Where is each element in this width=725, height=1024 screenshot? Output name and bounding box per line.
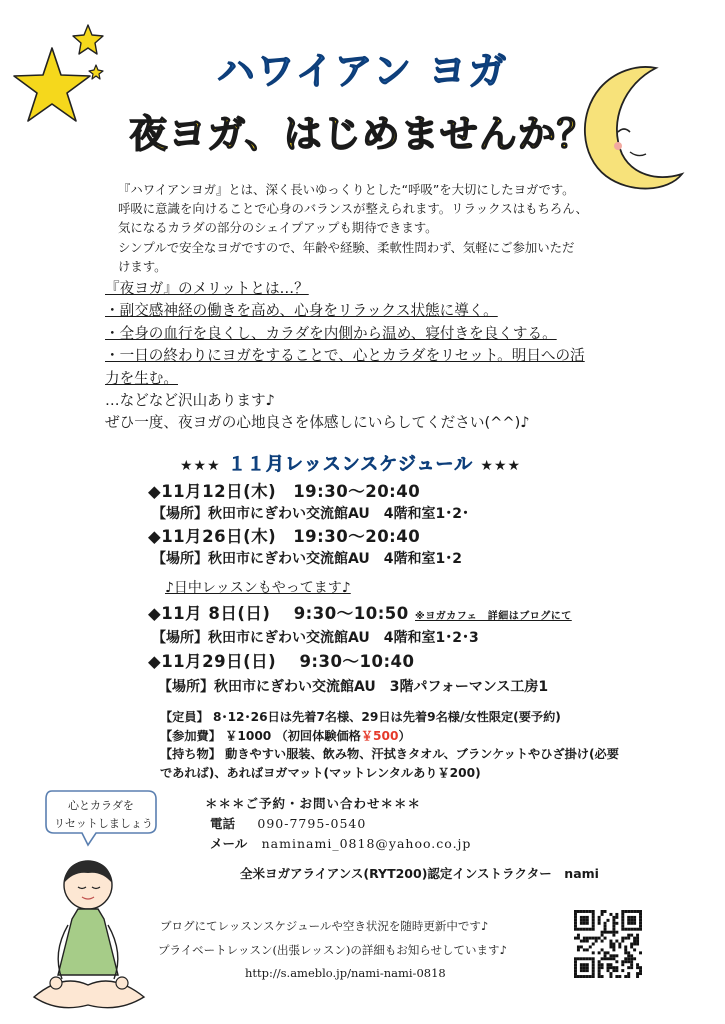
intro-paragraph	[118, 180, 598, 276]
lesson-date: ◆11月26日(木) 19:30～20:40	[148, 527, 421, 546]
intro-line: 気になるカラダの部分のシェイプアップも期待できます。	[118, 220, 438, 236]
merit-item: ・全身の血行を良くし、カラダを内側から温め、寝付きを良くする。	[105, 324, 557, 342]
lesson-date: ◆11月12日(木) 19:30～20:40	[148, 482, 421, 501]
fee-suffix: ）	[398, 728, 411, 743]
schedule-title: １１月レッスンスケジュール	[227, 454, 474, 475]
blog-url[interactable]: http://s.ameblo.jp/nami-nami-0818	[245, 966, 446, 980]
footer-line: ブログにてレッスンスケジュールや空き状況を随時更新中です♪	[160, 919, 489, 933]
stars-left-icon: ★★★	[180, 458, 221, 474]
instructor-credit: 全米ヨガアライアンス(RYT200)認定インストラクター nami	[240, 866, 599, 881]
footer-line: プライベートレッスン(出張レッスン)の詳細もお知らせしています♪	[158, 943, 507, 957]
intro-line: 『ハワイアンヨガ』とは、深く長いゆっくりとした“呼吸”を大切にしたヨガです。	[118, 182, 575, 197]
merit-item: ・一日の終わりにヨガをすることで、心とカラダをリセット。明日への活	[105, 347, 585, 365]
lesson-date: ◆11月29日(日) 9:30～10:40	[148, 652, 415, 671]
phone-label: 電話	[210, 816, 236, 831]
bubble-line: 心とカラダを	[68, 799, 134, 812]
mail-address[interactable]: naminami_0818@yahoo.co.jp	[261, 836, 472, 851]
merit-closing: ぜひ一度、夜ヨガの心地良さを体感しにいらしてください(^^)♪	[105, 414, 530, 432]
lesson-place: 【場所】秋田市にぎわい交流館AU 4階和室1･2･	[152, 506, 469, 522]
items-text: 【持ち物】 動きやすい服装、飲み物、汗拭きタオル、ブランケットやひざ掛け(必要	[160, 747, 619, 762]
main-title: ハワイアン ヨガ	[216, 49, 509, 93]
fee-special-price: ￥500	[360, 728, 399, 743]
items-text: であれば)、あればヨガマット(マットレンタルあり￥200)	[160, 765, 481, 780]
qr-code-icon[interactable]	[574, 910, 642, 978]
daytime-note: ♪日中レッスンもやってます♪	[165, 580, 351, 596]
merit-heading: 『夜ヨガ』のメリットとは…？	[105, 280, 309, 297]
stars-right-icon: ★★★	[480, 458, 522, 474]
phone-number[interactable]: 090-7795-0540	[257, 816, 367, 831]
yoga-girl-illustration	[22, 855, 157, 1020]
merit-closing: …などなど沢山あります♪	[105, 392, 275, 410]
contact-heading: ＊＊＊ご予約・お問い合わせ＊＊＊	[205, 796, 422, 811]
fee-text	[160, 727, 630, 746]
lesson-place: 【場所】秋田市にぎわい交流館AU 4階和室1･2･3	[152, 630, 479, 646]
fee-prefix: 【参加費】 ￥1000 （初回体験価格	[160, 728, 361, 743]
intro-line: シンプルで安全なヨガですので、年齢や経験、柔軟性問わず、気軽にご参加いただ	[118, 239, 575, 255]
intro-line: 呼吸に意識を向けることで心身のバランスが整えられます。リラックスはもちろん、	[118, 201, 588, 217]
mail-label: メール	[210, 836, 248, 851]
yoga-cafe-note: ※ヨガカフェ 詳細はブログにて	[415, 611, 572, 622]
phone-row	[210, 814, 366, 832]
info-block	[160, 708, 630, 782]
sub-title: 夜ヨガ、はじめませんか？	[129, 112, 596, 156]
intro-line: けます。	[118, 258, 167, 274]
lesson-place: 【場所】秋田市にぎわい交流館AU 4階和室1･2	[152, 551, 462, 567]
lesson-date	[148, 600, 572, 624]
lesson-date-text: ◆11月 8日(日) 9:30～10:50	[148, 604, 409, 623]
bubble-line: リセットしましょう	[54, 817, 153, 830]
lesson-place: 【場所】秋田市にぎわい交流館AU 3階パフォーマンス工房1	[158, 679, 549, 695]
merit-section	[105, 278, 625, 435]
schedule-heading	[180, 450, 560, 476]
merit-item: 力を生む。	[105, 369, 178, 387]
merit-item: ・副交感神経の働きを高め、心身をリラックス状態に導く。	[105, 302, 498, 320]
mail-row	[210, 834, 471, 852]
capacity-text: 【定員】 8･12･26日は先着7名様、29日は先着9名様/女性限定(要予約)	[160, 710, 561, 724]
